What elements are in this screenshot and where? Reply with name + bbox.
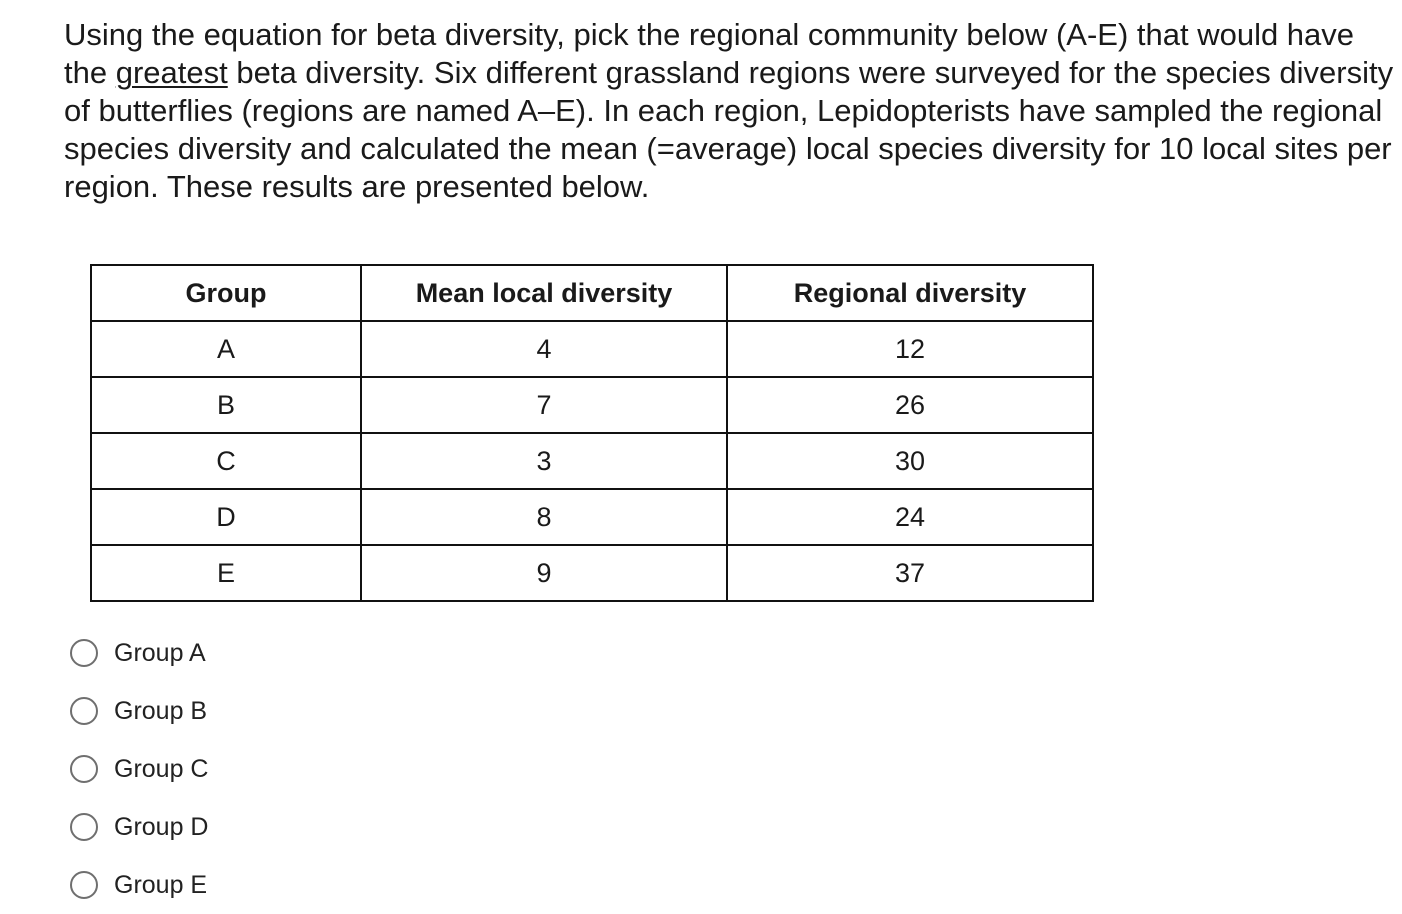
cell-regional: 12 xyxy=(727,321,1093,377)
table-row xyxy=(91,321,1093,377)
question-text xyxy=(64,16,1394,206)
cell-group: D xyxy=(91,489,361,545)
header-group: Group xyxy=(91,265,361,321)
option-group-d[interactable] xyxy=(70,798,208,856)
cell-regional: 24 xyxy=(727,489,1093,545)
option-group-a[interactable] xyxy=(70,624,208,682)
option-group-e[interactable] xyxy=(70,856,208,914)
option-label[interactable]: Group D xyxy=(114,812,209,841)
cell-regional: 37 xyxy=(727,545,1093,601)
cell-group: E xyxy=(91,545,361,601)
question-emphasis: greatest xyxy=(115,55,228,90)
cell-mean-local: 8 xyxy=(361,489,727,545)
radio-button[interactable] xyxy=(70,755,98,783)
cell-mean-local: 3 xyxy=(361,433,727,489)
answer-options xyxy=(70,624,208,914)
cell-regional: 26 xyxy=(727,377,1093,433)
option-label[interactable]: Group C xyxy=(114,754,209,783)
header-mean-local-diversity: Mean local diversity xyxy=(361,265,727,321)
table-row xyxy=(91,377,1093,433)
radio-button[interactable] xyxy=(70,697,98,725)
table-row xyxy=(91,545,1093,601)
question-part-1: Using the equation for beta diversity, pick the regional community below (A-E) that would have the xyxy=(64,17,1355,90)
option-label[interactable]: Group E xyxy=(114,870,208,899)
diversity-table xyxy=(90,264,1094,602)
cell-group: A xyxy=(91,321,361,377)
radio-button[interactable] xyxy=(70,639,98,667)
header-regional-diversity: Regional diversity xyxy=(727,265,1093,321)
option-group-b[interactable] xyxy=(70,682,208,740)
cell-mean-local: 4 xyxy=(361,321,727,377)
cell-mean-local: 9 xyxy=(361,545,727,601)
cell-group: C xyxy=(91,433,361,489)
table-header-row xyxy=(91,265,1093,321)
cell-group: B xyxy=(91,377,361,433)
option-label[interactable]: Group A xyxy=(114,638,206,667)
table-row xyxy=(91,433,1093,489)
cell-mean-local: 7 xyxy=(361,377,727,433)
cell-regional: 30 xyxy=(727,433,1093,489)
radio-button[interactable] xyxy=(70,813,98,841)
option-group-c[interactable] xyxy=(70,740,208,798)
question-part-2: beta diversity. Six different grassland regions were surveyed for the species diversity of butterflies (regions are named A–E). In each region, Lepidopterists have sampled the regional species diversity and calculated the mean (=average) local species diversity for 10 local sites per region. These results are presented below. xyxy=(64,55,1394,204)
option-label[interactable]: Group B xyxy=(114,696,208,725)
radio-button[interactable] xyxy=(70,871,98,899)
table-row xyxy=(91,489,1093,545)
